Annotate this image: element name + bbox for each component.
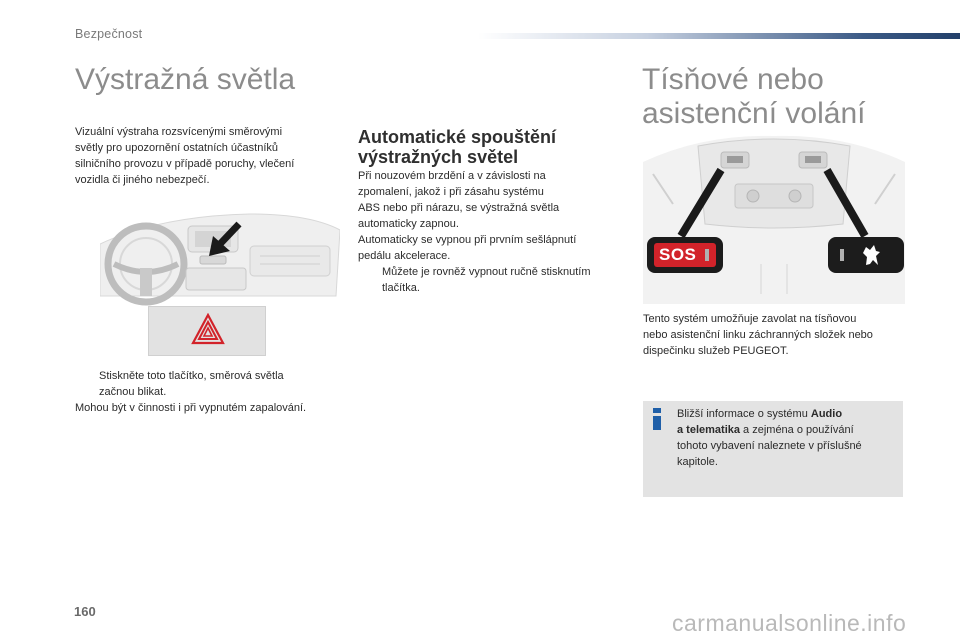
bullet-line-text: tlačítka. [382, 282, 420, 294]
intro-paragraph [75, 124, 345, 188]
automatic-activation-text [358, 168, 628, 296]
body-line: Tento systém umožňuje zavolat na tísňovou [643, 313, 857, 325]
body-line: dispečinku služeb PEUGEOT. [643, 345, 789, 357]
info-link-telematics: a telematika [677, 424, 740, 436]
sos-label: SOS [659, 245, 697, 264]
watermark: carmanualsonline.info [672, 610, 907, 636]
sos-indicator [705, 249, 709, 261]
page-number: 160 [74, 604, 96, 619]
info-link-audio: Audio [810, 408, 843, 420]
ceiling-console-illustration [643, 134, 905, 304]
info-text-part: a zejména o používání [739, 424, 854, 436]
intro-line: silničního provozu v případě poruchy, vlečení [75, 158, 295, 170]
body-line: pedálu akcelerace. [358, 250, 451, 262]
info-line-4: kapitole. [677, 456, 718, 468]
body-line: Automaticky se vypnou při prvním sešlápnutí [358, 234, 577, 246]
assistance-indicator [840, 249, 844, 261]
intro-line: vozidla či jiného nebezpečí. [75, 174, 210, 186]
heading-line: výstražných světel [358, 147, 519, 167]
intro-line: Vizuální výstraha rozsvícenými směrovými [75, 126, 283, 138]
bullet-manual-off [358, 264, 628, 296]
step-line: začnou blikat. [99, 386, 167, 398]
title-emergency-call [642, 63, 865, 131]
body-line: automaticky zapnou. [358, 218, 459, 230]
heading-automatic-activation [358, 127, 556, 167]
peugeot-lion-icon [858, 243, 884, 267]
body-line: nebo asistenční linku záchranných složek nebo [643, 329, 873, 341]
heading-line: Automatické spouštění [358, 127, 557, 147]
body-line: Při nouzovém brzdění a v závislosti na [358, 170, 546, 182]
info-text-part: Bližší informace o systému [677, 408, 811, 420]
info-icon [652, 408, 662, 430]
title-line: Tísňové nebo [642, 63, 824, 96]
intro-line: světly pro upozornění ostatních účastníků [75, 142, 279, 154]
bullet-line-text: Můžete je rovněž vypnout ručně stisknutím [382, 266, 591, 278]
hazard-warning-icon [191, 313, 225, 347]
info-text [677, 406, 899, 470]
ignition-note: Mohou být v činnosti i při vypnutém zapalování. [75, 402, 307, 414]
assistance-button [828, 237, 904, 273]
title-hazard-lights: Výstražná světla [75, 63, 296, 96]
hazard-instructions [75, 368, 355, 416]
section-header: Bezpečnost [75, 27, 143, 41]
hazard-button-panel [148, 306, 266, 356]
emergency-call-text [643, 311, 913, 359]
info-line-2 [677, 422, 899, 438]
header-bar [478, 33, 960, 39]
body-line: ABS nebo při nárazu, se výstražná světla [358, 202, 560, 214]
sos-button [647, 237, 723, 273]
body-line: zpomalení, jakož i při zásahu systému [358, 186, 544, 198]
bullet-step [75, 368, 355, 400]
info-line-3: tohoto vybavení naleznete v příslušné [677, 440, 862, 452]
info-line-1 [677, 406, 899, 422]
title-line: asistenční volání [642, 97, 866, 130]
dashboard-illustration [100, 206, 340, 306]
step-line: Stiskněte toto tlačítko, směrová světla [99, 370, 284, 382]
